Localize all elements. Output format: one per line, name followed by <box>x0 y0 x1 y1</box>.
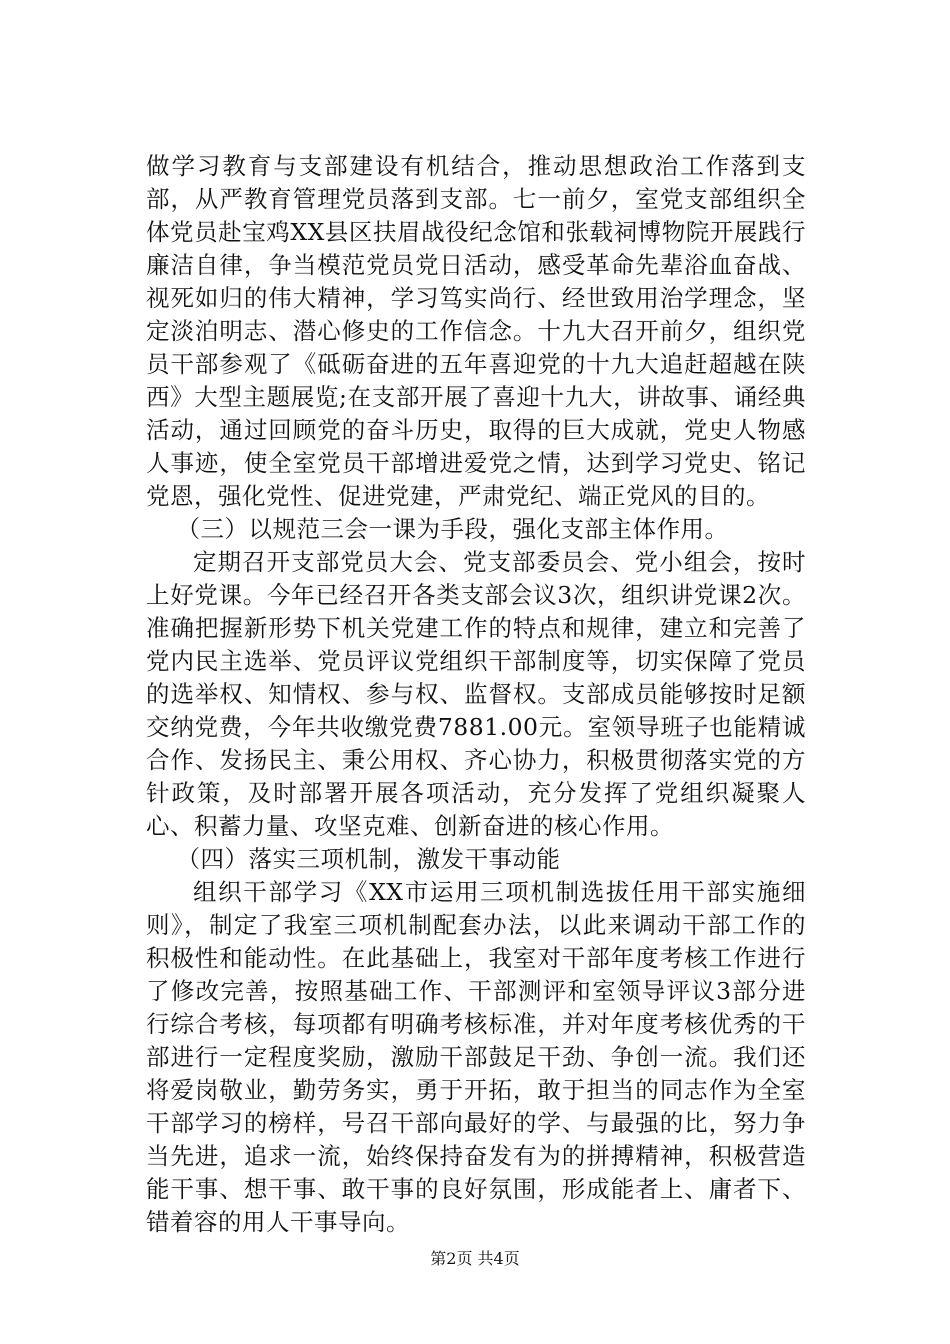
page-number-footer: 第2页 共4页 <box>430 1249 520 1268</box>
document-body <box>146 150 806 1239</box>
section-heading-4: （四）落实三项机制，激发干事动能 <box>176 845 561 873</box>
section-heading-3: （三）以规范三会一课为手段，强化支部主体作用。 <box>176 515 729 543</box>
paragraph-section-4: 组织干部学习《XX市运用三项机制选拔任用干部实施细则》，制定了我室三项机制配套办法，以此来调动干部工作的积极性和能动性。在此基础上，我室对干部年度考核工作进行了修改完善，按照基础工作、干部测评和室领导评议3部分进行综合考核，每项都有明确考核标准，并对年度考核优秀的干部进行一定程度奖励，激励干部鼓足干劲、争创一流。我们还将爱岗敬业，勤劳务实，勇于开拓，敢于担当的同志作为全室干部学习的榜样，号召干部向最好的学、与最强的比，努力争当先进，追求一流，始终保持奋发有为的拼搏精神，积极营造能干事、想干事、敢干事的良好氛围，形成能者上、庸者下、错着容的用人干事导向。 <box>146 878 806 1236</box>
paragraph-continued: 做学习教育与支部建设有机结合，推动思想政治工作落到支部，从严教育管理党员落到支部。七一前夕，室党支部组织全体党员赴宝鸡XX县区扶眉战役纪念馆和张载祠博物院开展践行廉洁自律，争当模范党员党日活动，感受革命先辈浴血奋战、视死如归的伟大精神，学习笃实尚行、经世致用治学理念，坚定淡泊明志、潜心修史的工作信念。十九大召开前夕，组织党员干部参观了《砥砺奋进的五年喜迎党的十九大追赶超越在陕西》大型主题展览;在支部开展了喜迎十九大，讲故事、诵经典活动，通过回顾党的奋斗历史，取得的巨大成就，党史人物感人事迹，使全室党员干部增进爱党之情，达到学习党史、铭记党恩，强化党性、促进党建，严肃党纪、端正党风的目的。 <box>146 152 806 510</box>
paragraph-section-3: 定期召开支部党员大会、党支部委员会、党小组会，按时上好党课。今年已经召开各类支部会议3次，组织讲党课2次。准确把握新形势下机关党建工作的特点和规律，建立和完善了党内民主选举、党员评议党组织干部制度等，切实保障了党员的选举权、知情权、参与权、监督权。支部成员能够按时足额交纳党费，今年共收缴党费7881.00元。室领导班子也能精诚合作、发扬民主、秉公用权、齐心协力，积极贯彻落实党的方针政策，及时部署开展各项活动，充分发挥了党组织凝聚人心、积蓄力量、攻坚克难、创新奋进的核心作用。 <box>146 548 806 840</box>
